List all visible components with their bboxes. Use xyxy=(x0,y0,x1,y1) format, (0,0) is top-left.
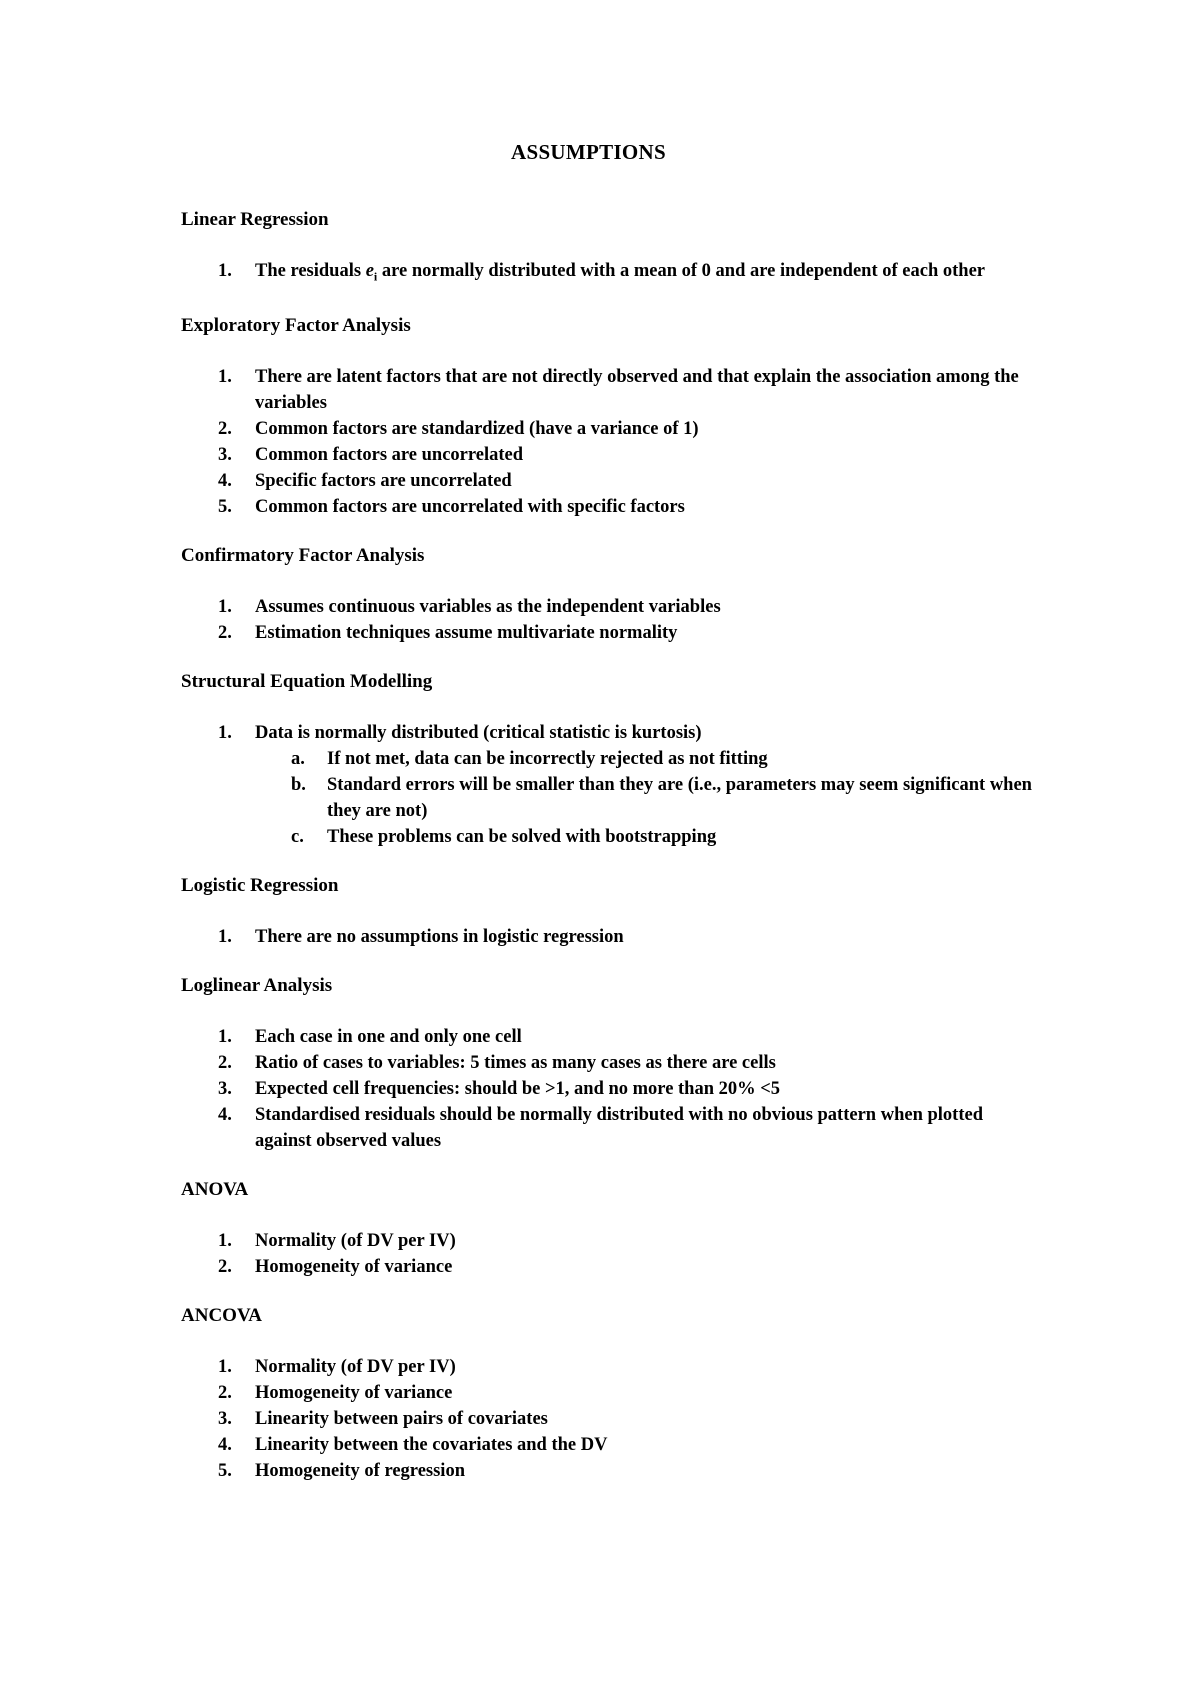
item-number: 2. xyxy=(218,622,232,643)
sublist-item xyxy=(255,824,1041,850)
section-heading: Linear Regression xyxy=(181,209,329,230)
section-heading: Logistic Regression xyxy=(181,874,339,896)
section-heading: Loglinear Analysis xyxy=(181,974,333,996)
item-number: 2. xyxy=(218,1052,232,1073)
item-number: 4. xyxy=(218,1434,232,1455)
item-number: 2. xyxy=(218,418,232,439)
item-number: 1. xyxy=(218,722,232,743)
item-number: 4. xyxy=(218,470,232,491)
item-text: Estimation techniques assume multivariate normality xyxy=(255,622,678,643)
list-item xyxy=(181,468,1041,494)
section-confirmatory-factor-analysis xyxy=(181,543,1041,646)
section-structural-equation-modelling xyxy=(181,669,1041,850)
section-anova xyxy=(181,1177,1041,1280)
item-text: Expected cell frequencies: should be >1, and no more than 20% <5 xyxy=(255,1078,781,1099)
item-number: 4. xyxy=(218,1104,232,1125)
document-page xyxy=(181,140,1041,1507)
residual-variable: e xyxy=(365,261,374,281)
numbered-list xyxy=(181,1354,1041,1484)
list-item xyxy=(181,442,1041,468)
sublist-container xyxy=(181,746,1041,850)
item-text: There are latent factors that are not directly observed and that explain the association among the variables xyxy=(255,366,1019,413)
item-text: Common factors are standardized (have a variance of 1) xyxy=(255,418,699,439)
item-text: Homogeneity of variance xyxy=(255,1256,453,1277)
list-item xyxy=(181,416,1041,442)
section-heading: Confirmatory Factor Analysis xyxy=(181,544,425,566)
numbered-list xyxy=(181,1024,1041,1154)
item-text: Specific factors are uncorrelated xyxy=(255,470,512,491)
item-text: Normality (of DV per IV) xyxy=(255,1230,456,1251)
numbered-list xyxy=(181,364,1041,520)
item-number: 3. xyxy=(218,1408,232,1429)
lettered-sublist xyxy=(255,746,1041,850)
item-number: 1. xyxy=(218,261,232,281)
item-text: Data is normally distributed (critical statistic is kurtosis) xyxy=(255,722,702,743)
item-number: 3. xyxy=(218,1078,232,1099)
sublist-item xyxy=(255,746,1041,772)
list-item xyxy=(181,1024,1041,1050)
list-item xyxy=(181,1380,1041,1406)
section-heading: ANCOVA xyxy=(181,1304,262,1326)
item-text: Linearity between the covariates and the DV xyxy=(255,1434,608,1455)
section-heading: Exploratory Factor Analysis xyxy=(181,314,411,336)
section-heading: Structural Equation Modelling xyxy=(181,670,433,692)
numbered-list xyxy=(181,1228,1041,1280)
item-number: 1. xyxy=(218,926,232,947)
list-item xyxy=(181,1050,1041,1076)
list-item xyxy=(181,620,1041,646)
subitem-text: Standard errors will be smaller than they are (i.e., parameters may seem significant when they are not) xyxy=(327,774,1032,821)
item-number: 1. xyxy=(218,1356,232,1377)
list-item xyxy=(181,594,1041,620)
residual-subscript: i xyxy=(373,269,378,284)
item-number: 5. xyxy=(218,1460,232,1481)
item-number: 1. xyxy=(218,1026,232,1047)
section-logistic-regression xyxy=(181,873,1041,950)
list-item xyxy=(181,1228,1041,1254)
list-item xyxy=(181,1432,1041,1458)
subitem-letter: c. xyxy=(291,826,304,847)
item-text: Assumes continuous variables as the independent variables xyxy=(255,596,721,617)
section-exploratory-factor-analysis xyxy=(181,313,1041,520)
item-text: Homogeneity of regression xyxy=(255,1460,465,1481)
section-ancova xyxy=(181,1303,1041,1484)
list-item xyxy=(181,1102,1041,1154)
item-number: 1. xyxy=(218,596,232,617)
list-item xyxy=(181,1458,1041,1484)
list-item xyxy=(181,1076,1041,1102)
item-number: 2. xyxy=(218,1256,232,1277)
item-text: Homogeneity of variance xyxy=(255,1382,453,1403)
subitem-letter: b. xyxy=(291,774,306,795)
item-number: 1. xyxy=(218,366,232,387)
item-number: 3. xyxy=(218,444,232,465)
numbered-list xyxy=(181,924,1041,950)
item-text: The residuals $e_i$ are normally distributed with a mean of 0 and are independent of each other xyxy=(255,261,986,284)
subitem-text: These problems can be solved with bootstrapping xyxy=(327,826,717,847)
section-loglinear-analysis xyxy=(181,973,1041,1154)
item-text: Each case in one and only one cell xyxy=(255,1026,522,1047)
list-item xyxy=(181,258,1041,290)
numbered-list xyxy=(181,594,1041,646)
item-number: 5. xyxy=(218,496,232,517)
page-title: ASSUMPTIONS xyxy=(511,140,666,164)
item-text: There are no assumptions in logistic regression xyxy=(255,926,624,947)
subitem-text: If not met, data can be incorrectly rejected as not fitting xyxy=(327,748,768,769)
list-item xyxy=(181,1254,1041,1280)
list-item xyxy=(181,924,1041,950)
item-text: Ratio of cases to variables: 5 times as many cases as there are cells xyxy=(255,1052,776,1073)
item-text: Linearity between pairs of covariates xyxy=(255,1408,548,1429)
item-text: Normality (of DV per IV) xyxy=(255,1356,456,1377)
item-text: Standardised residuals should be normally distributed with no obvious pattern when plotted against observed values xyxy=(255,1104,983,1151)
numbered-list xyxy=(181,720,1041,850)
numbered-list xyxy=(181,258,1041,290)
list-item xyxy=(181,720,1041,746)
list-item xyxy=(181,364,1041,416)
item-text: Common factors are uncorrelated xyxy=(255,444,524,465)
section-heading: ANOVA xyxy=(181,1178,249,1200)
item-text: Common factors are uncorrelated with specific factors xyxy=(255,496,685,517)
list-item xyxy=(181,1406,1041,1432)
list-item xyxy=(181,494,1041,520)
section-linear-regression xyxy=(181,207,1041,290)
subitem-letter: a. xyxy=(291,748,305,769)
sublist-item xyxy=(255,772,1041,824)
item-number: 1. xyxy=(218,1230,232,1251)
list-item xyxy=(181,1354,1041,1380)
item-number: 2. xyxy=(218,1382,232,1403)
